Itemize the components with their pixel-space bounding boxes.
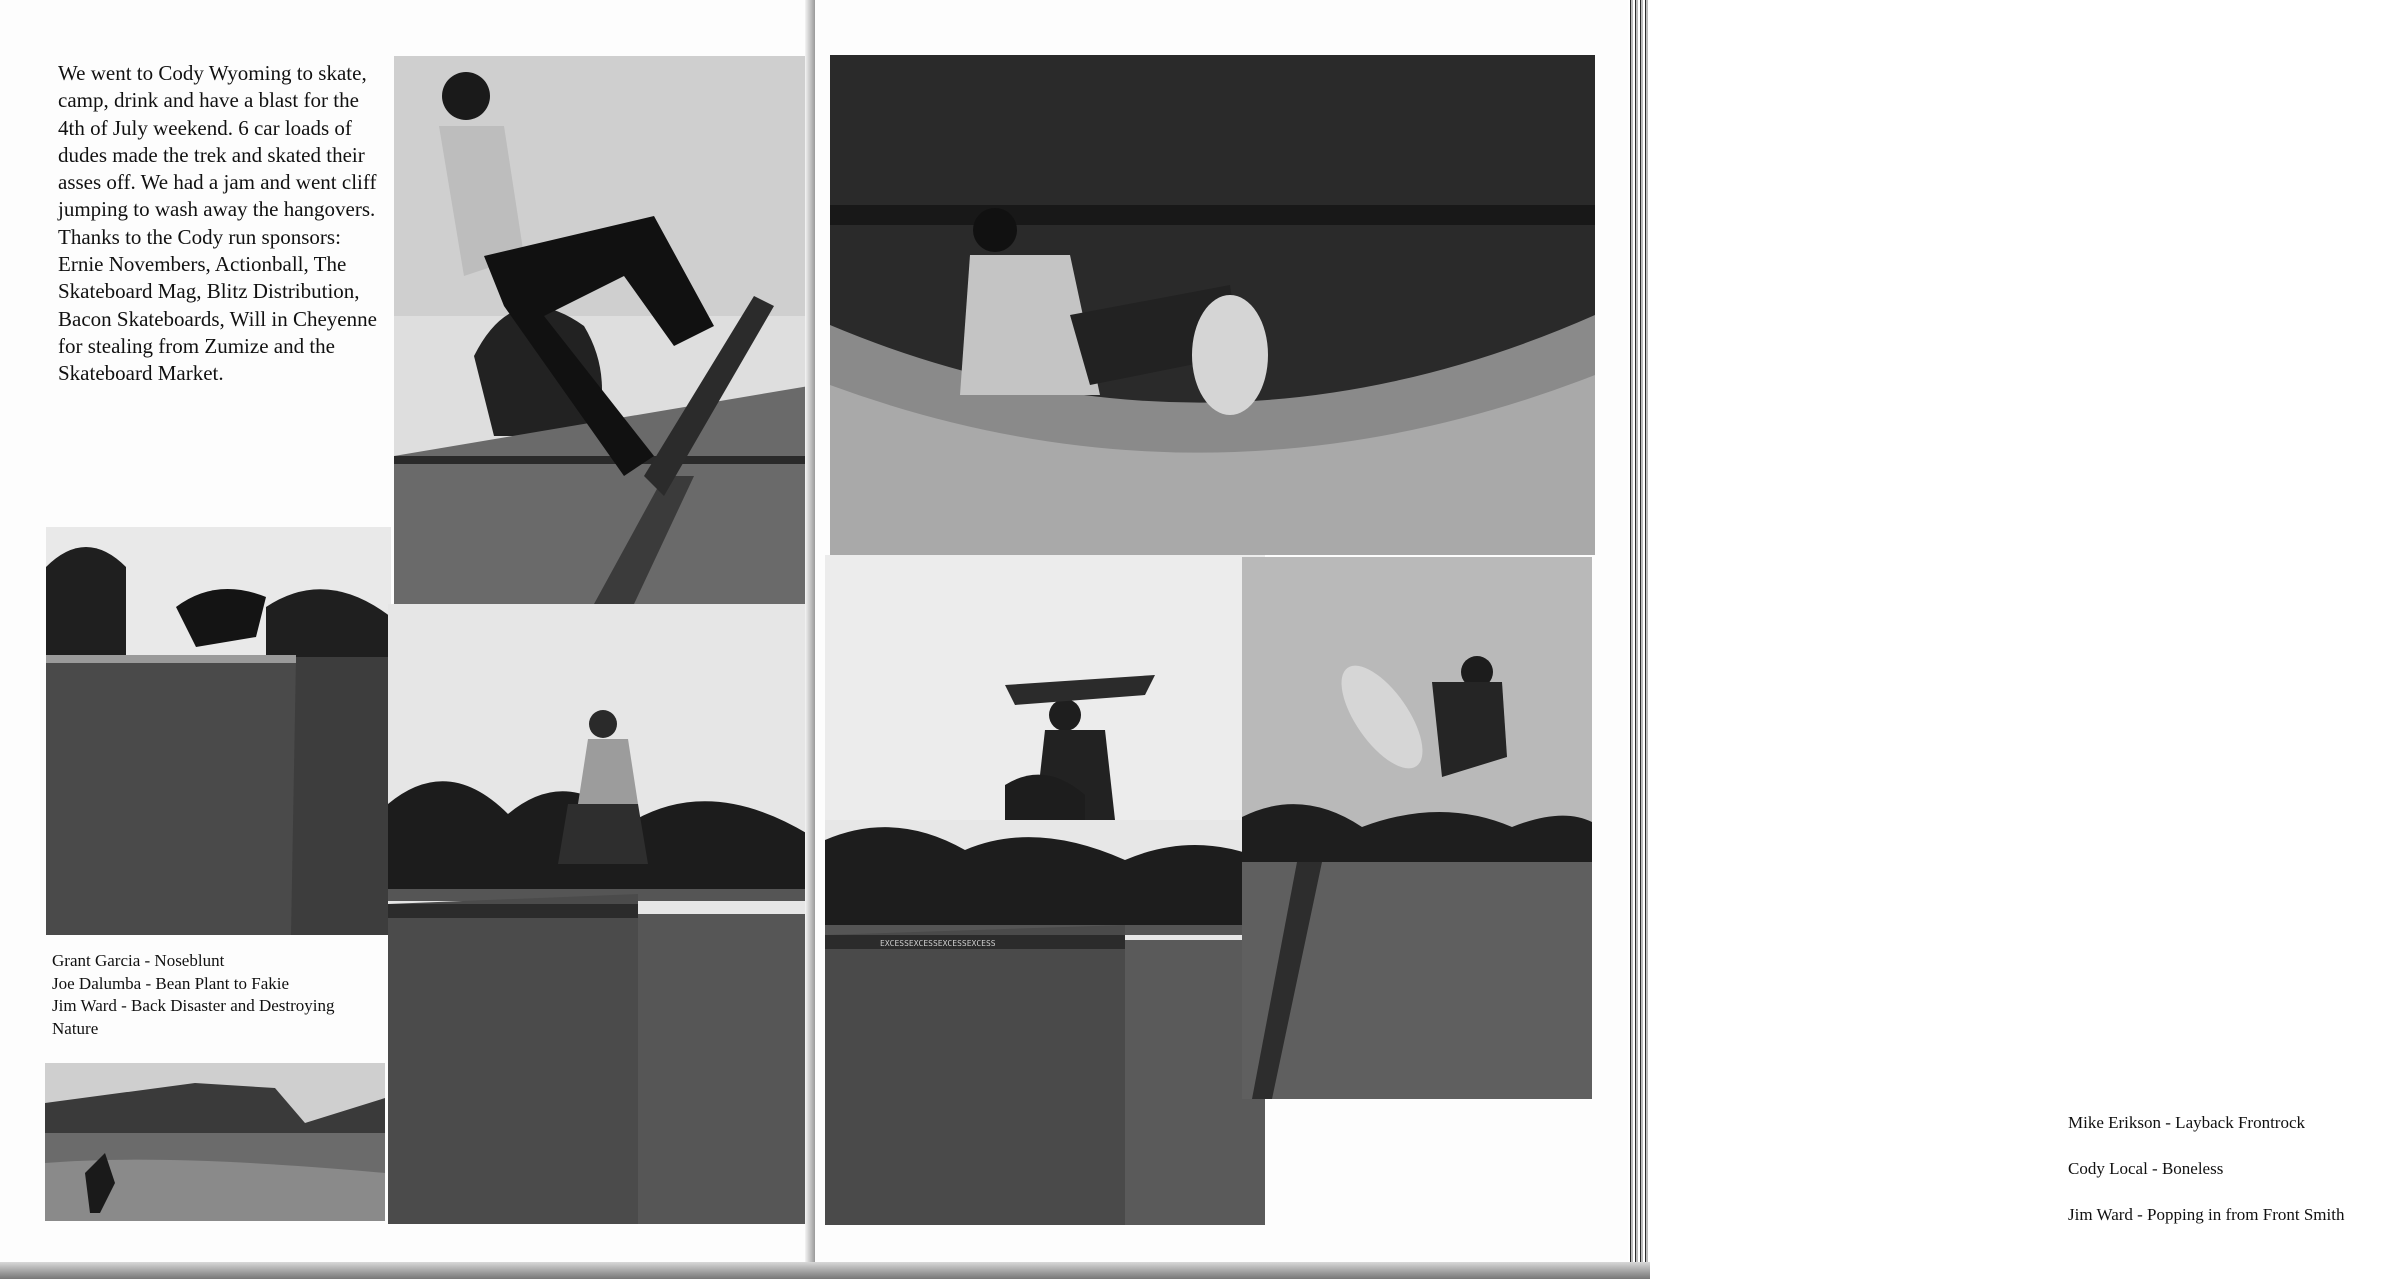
caption-joe-dalumba: Joe Dalumba - Bean Plant to Fakie [52,973,290,993]
right-caption-block [2068,1112,2408,1250]
intro-paragraph: We went to Cody Wyoming to skate, camp, drink and have a blast for the 4th of July weekend. 6 car loads of dudes made the trek and skated their asses off. We had a jam and went cliff jumping to wash away the hangovers. Thanks to the Cody run sponsors: Ernie Novembers, Actionball, The Skateboard Mag, Blitz Distribution, Bacon Skateboards, Will in Cheyenne for stealing from Zumize and the Skateboard Market. [58,61,377,386]
caption-grant-garcia: Grant Garcia - Noseblunt [52,951,225,970]
caption-jim-ward-front-smith: Jim Ward - Popping in from Front Smith [2068,1205,2345,1224]
caption-cody-local: Cody Local - Boneless [2068,1159,2224,1178]
coping-lettering: EXCESSEXCESSEXCESSEXCESS [880,939,996,948]
photo-boneless-sky [825,555,1265,820]
photo-layback [1242,557,1592,1099]
scan-bottom-edge [0,1262,1650,1279]
caption-mike-erikson: Mike Erikson - Layback Frontrock [2068,1113,2305,1132]
photo-destroying-nature [45,1063,385,1221]
left-page [0,0,815,1279]
photo-skater-ramp-top [394,56,809,604]
page-edge [1628,0,1650,1279]
photo-boneless [825,820,1265,1225]
caption-jim-ward-nature: Jim Ward - Back Disaster and Destroying Nature [52,996,335,1038]
photo-bean-plant [388,604,808,1224]
photo-bowl-night [830,55,1595,555]
left-caption-block [52,950,372,1040]
photo-noseblunt [46,527,391,935]
right-page [815,0,2345,1279]
